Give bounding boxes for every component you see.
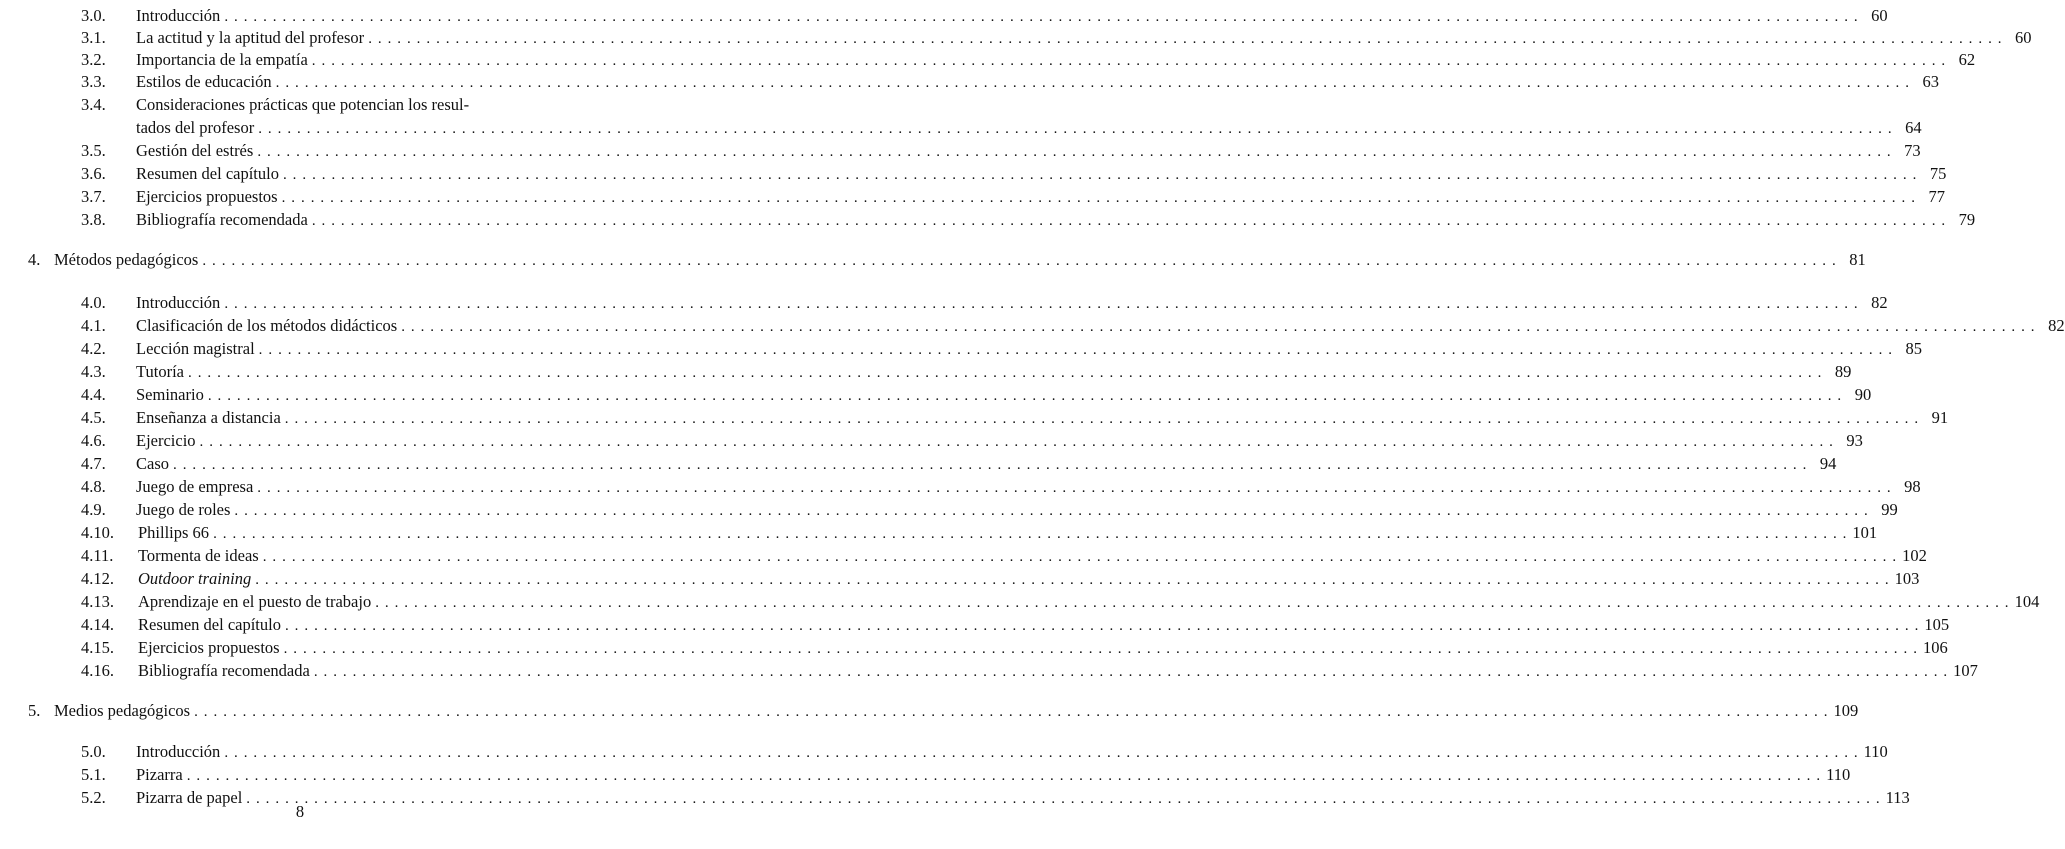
toc-entry	[81, 741, 1888, 763]
entry-title: Resumen del capítulo	[138, 615, 281, 634]
dot-leader	[224, 6, 1857, 28]
entry-number: 3.4.	[81, 95, 106, 114]
entry-number: 4.7.	[81, 454, 106, 473]
entry-number: 5.1.	[81, 765, 106, 784]
toc-entry	[81, 545, 1927, 567]
dot-leader	[224, 742, 1857, 764]
page-number: 8	[295, 802, 305, 821]
entry-number: 4.0.	[81, 293, 106, 312]
entry-title: Juego de empresa	[136, 477, 254, 496]
toc-entry	[81, 453, 1837, 475]
entry-number: 4.13.	[81, 592, 114, 611]
toc-entry	[81, 71, 1939, 93]
toc-entry	[81, 361, 1852, 383]
entry-title: Bibliografía recomendada	[138, 661, 310, 680]
entry-title: Lección magistral	[136, 339, 255, 358]
entry-page: 113	[1885, 788, 1910, 807]
toc-entry	[81, 163, 1947, 185]
dot-leader	[234, 500, 1867, 522]
entry-page: 110	[1826, 765, 1851, 784]
entry-number: 5.0.	[81, 742, 106, 761]
dot-leader	[200, 431, 1833, 453]
entry-title: Resumen del capítulo	[136, 164, 279, 183]
entry-title: Juego de roles	[136, 500, 231, 519]
entry-title: tados del profesor	[136, 118, 255, 137]
entry-title: Clasificación de los métodos didácticos	[136, 316, 398, 335]
entry-number: 4.3.	[81, 362, 106, 381]
toc-chapter	[28, 249, 1866, 271]
entry-page: 101	[1852, 523, 1878, 542]
entry-title: Introducción	[136, 293, 221, 312]
toc-entry	[81, 407, 1949, 429]
toc-entry	[81, 614, 1950, 636]
entry-page: 90	[1854, 385, 1872, 404]
dot-leader	[368, 28, 2001, 50]
toc-entry	[81, 315, 2065, 337]
dot-leader	[224, 293, 1857, 315]
entry-number: 3.2.	[81, 50, 106, 69]
chapter-title: Métodos pedagógicos	[54, 250, 199, 269]
dot-leader	[208, 385, 1841, 407]
entry-title: Bibliografía recomendada	[136, 210, 308, 229]
dot-leader	[202, 250, 1835, 272]
toc-entry	[81, 140, 1921, 162]
entry-title: Consideraciones prácticas que potencian los resul-	[136, 95, 470, 114]
entry-title: Aprendizaje en el puesto de trabajo	[138, 592, 372, 611]
entry-title: Seminario	[136, 385, 204, 404]
entry-title: Introducción	[136, 6, 221, 25]
entry-page: 102	[1902, 546, 1927, 565]
entry-title: Phillips 66	[138, 523, 210, 542]
entry-page: 75	[1929, 164, 1947, 183]
entry-page: 91	[1931, 408, 1949, 427]
entry-page: 85	[1905, 339, 1923, 358]
toc-entry	[81, 568, 1920, 590]
entry-title: Tormenta de ideas	[138, 546, 259, 565]
toc-entry	[81, 209, 1976, 231]
entry-number: 4.12.	[81, 569, 114, 588]
dot-leader	[259, 339, 1892, 361]
toc-entry	[81, 49, 1976, 71]
entry-number: 4.9.	[81, 500, 106, 519]
entry-page: 73	[1904, 141, 1921, 160]
dot-leader	[312, 50, 1945, 72]
entry-page: 106	[1922, 638, 1948, 657]
entry-page: 60	[1871, 6, 1888, 25]
entry-page: 60	[2015, 28, 2032, 47]
entry-number: 3.0.	[81, 6, 106, 25]
entry-page: 82	[2048, 316, 2065, 335]
entry-number: 4.16.	[81, 661, 114, 680]
dot-leader	[312, 210, 1945, 232]
entry-page: 94	[1819, 454, 1837, 473]
dot-leader	[285, 615, 1918, 637]
entry-title: Caso	[136, 454, 169, 473]
toc-entry	[81, 292, 1888, 314]
toc-entry	[81, 338, 1923, 360]
toc-entry	[81, 27, 2032, 49]
dot-leader	[187, 765, 1820, 787]
chapter-number: 5.	[28, 701, 41, 720]
entry-page: 99	[1881, 500, 1898, 519]
toc-entry	[81, 94, 556, 116]
toc-entry	[81, 637, 1948, 659]
entry-title: Tutoría	[136, 362, 184, 381]
toc-entry	[81, 764, 1851, 786]
toc-entry	[81, 499, 1898, 521]
entry-number: 4.10.	[81, 523, 114, 542]
entry-number: 4.15.	[81, 638, 114, 657]
dot-leader	[188, 362, 1821, 384]
entry-number: 3.8.	[81, 210, 106, 229]
chapter-title: Medios pedagógicos	[54, 701, 191, 720]
dot-leader	[257, 477, 1890, 499]
entry-number: 4.1.	[81, 316, 106, 335]
dot-leader	[276, 72, 1909, 94]
toc-entry	[81, 522, 1878, 544]
entry-number: 5.2.	[81, 788, 106, 807]
entry-page: 105	[1924, 615, 1950, 634]
toc-entry	[81, 591, 2040, 613]
toc-chapter	[28, 700, 1859, 722]
toc-entry	[81, 186, 1945, 208]
entry-page: 98	[1904, 477, 1921, 496]
entry-page: 63	[1922, 72, 1939, 91]
entry-page: 110	[1863, 742, 1888, 761]
dot-leader	[173, 454, 1806, 476]
entry-number: 4.2.	[81, 339, 106, 358]
entry-title: La actitud y la aptitud del profesor	[136, 28, 365, 47]
entry-title: Introducción	[136, 742, 221, 761]
toc-entry	[81, 384, 1872, 406]
dot-leader	[257, 141, 1890, 163]
entry-number: 4.6.	[81, 431, 106, 450]
entry-number: 4.14.	[81, 615, 114, 634]
entry-page: 82	[1871, 293, 1888, 312]
entry-page: 62	[1958, 50, 1976, 69]
chapter-page: 81	[1849, 250, 1866, 269]
entry-title: Enseñanza a distancia	[136, 408, 281, 427]
entry-number: 3.1.	[81, 28, 106, 47]
entry-title: Outdoor training	[138, 569, 252, 588]
entry-page: 79	[1958, 210, 1976, 229]
dot-leader	[284, 638, 1917, 660]
dot-leader	[194, 701, 1827, 723]
chapter-number: 4.	[28, 250, 41, 269]
entry-title: Pizarra	[136, 765, 183, 784]
entry-title: Importancia de la empatía	[136, 50, 308, 69]
entry-number: 3.7.	[81, 187, 106, 206]
entry-page: 104	[2014, 592, 2040, 611]
entry-page: 107	[1953, 661, 1978, 680]
entry-number: 4.4.	[81, 385, 106, 404]
entry-number: 4.5.	[81, 408, 106, 427]
entry-number: 3.6.	[81, 164, 106, 183]
entry-number: 3.5.	[81, 141, 106, 160]
dot-leader	[285, 408, 1918, 430]
toc-entry-continuation	[136, 117, 1922, 139]
entry-title: Ejercicios propuestos	[136, 187, 278, 206]
dot-leader	[255, 569, 1888, 591]
chapter-page: 109	[1833, 701, 1859, 720]
dot-leader	[401, 316, 2034, 338]
entry-page: 64	[1905, 118, 1922, 137]
entry-number: 3.3.	[81, 72, 106, 91]
entry-number: 4.8.	[81, 477, 106, 496]
toc-entry	[81, 430, 1863, 452]
entry-title: Gestión del estrés	[136, 141, 254, 160]
entry-title: Ejercicios propuestos	[138, 638, 280, 657]
toc-entry	[81, 660, 1978, 682]
dot-leader	[283, 164, 1916, 186]
entry-title: Pizarra de papel	[136, 788, 243, 807]
toc-entry	[81, 5, 1888, 27]
dot-leader	[282, 187, 1915, 209]
entry-number: 4.11.	[81, 546, 114, 565]
entry-page: 89	[1834, 362, 1852, 381]
dot-leader	[258, 118, 1891, 140]
dot-leader	[213, 523, 1846, 545]
dot-leader	[314, 661, 1947, 683]
entry-page: 77	[1928, 187, 1945, 206]
entry-title: Estilos de educación	[136, 72, 272, 91]
toc-entry	[81, 476, 1921, 498]
dot-leader	[375, 592, 2008, 614]
entry-page: 93	[1846, 431, 1863, 450]
entry-page: 103	[1894, 569, 1920, 588]
dot-leader	[263, 546, 1896, 568]
entry-title: Ejercicio	[136, 431, 196, 450]
